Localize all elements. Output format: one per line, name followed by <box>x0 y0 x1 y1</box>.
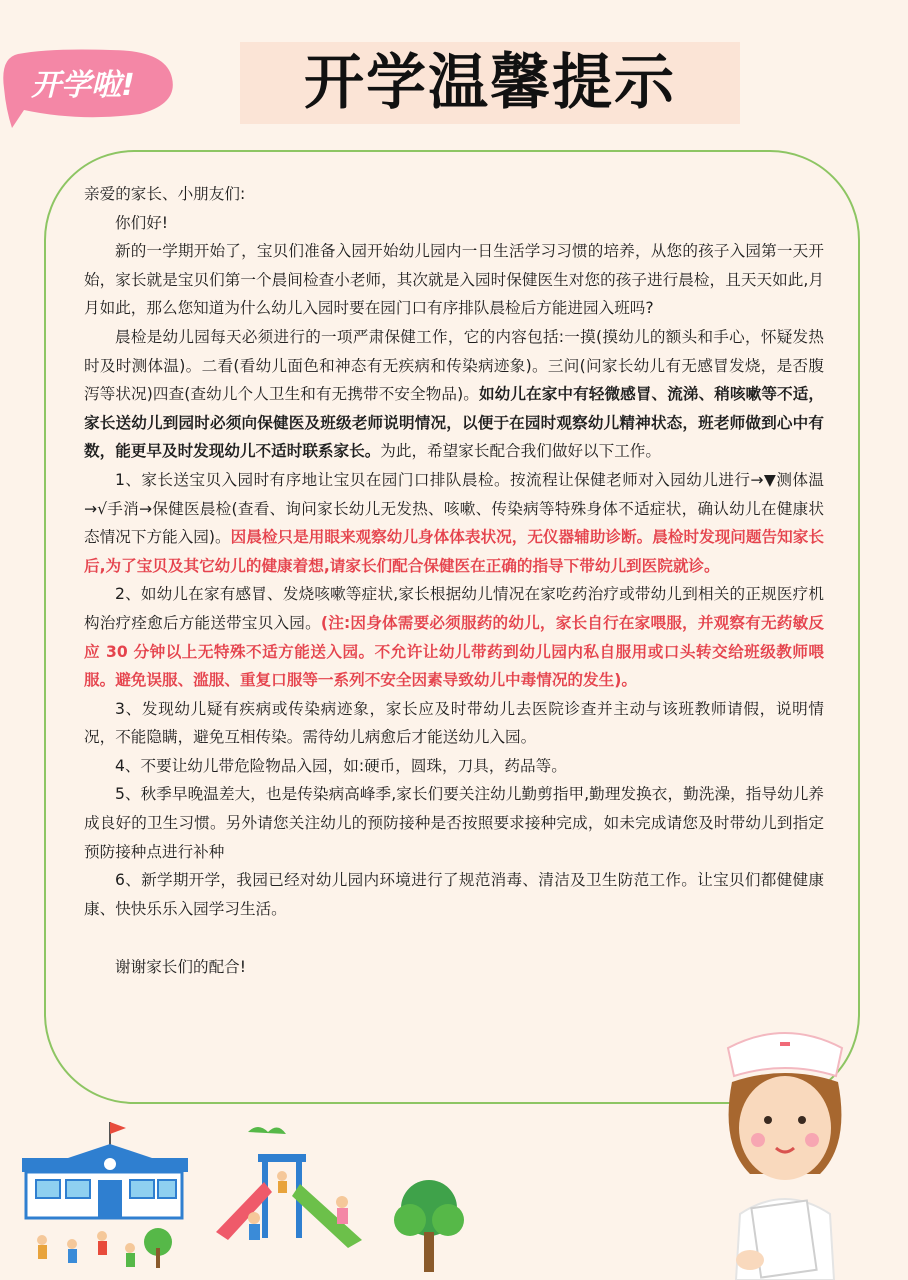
spacer <box>84 923 824 953</box>
salutation: 亲爱的家长、小朋友们: <box>84 185 246 203</box>
closing-line: 谢谢家长们的配合! <box>115 958 247 977</box>
letter-body <box>84 180 824 982</box>
morning-check-paragraph <box>84 323 824 466</box>
item-2-text: 2、如幼儿在家有感冒、发烧咳嗽等症状,家长根据幼儿情况在家吃药治疗或带幼儿到相关的正规医疗机构治疗痊愈后方能送带宝贝入园。 <box>84 585 824 632</box>
playground-slide-illustration <box>212 1120 382 1270</box>
page-title: 开学温馨提示 <box>304 48 676 118</box>
item-3: 3、发现幼儿疑有疾病或传染病迹象，家长应及时带幼儿去医院诊查并主动与该班教师请假，说明情况，不能隐瞒，避免互相传染。需待幼儿病愈后才能送幼儿入园。 <box>84 699 824 747</box>
badge-label: 开学啦! <box>31 68 135 103</box>
morning-check-bold-text: 如幼儿在家中有轻微感冒、流涕、稍咳嗽等不适，家长送幼儿到园时必须向保健医及班级老师说明情况，以便于在园时观察幼儿精神状态，班老师做到心中有数，能更早及时发现幼儿不适时联系家长。 <box>84 385 824 461</box>
morning-check-tail-text: 为此，希望家长配合我们做好以下工作。 <box>380 442 661 461</box>
school-building-illustration <box>18 1118 188 1278</box>
morning-check-text: 晨检是幼儿园每天必须进行的一项严肃保健工作，它的内容包括:一摸(摸幼儿的额头和手心，怀疑发热时及时测体温)。二看(看幼儿面色和神态有无疾病和传染病迹象)。三问(问家长幼儿有无感冒发烧，是否腹泻等状况)四查(查幼儿个人卫生和有无携带不安全物品)。 <box>84 327 824 404</box>
item-2-red-text: (注:因身体需要必须服药的幼儿，家长自行在家喂服，并观察有无药敏反应 30 分钟以上无特殊不适方能送入园。不允许让幼儿带药到幼儿园内私自服用或口头转交给班级教师喂服。避免误服、滥服、重复口服等一系列不安全因素导致幼儿中毒情况的发生)。 <box>84 613 824 690</box>
nurse-illustration <box>710 1024 860 1280</box>
intro-paragraph: 新的一学期开始了，宝贝们准备入园开始幼儿园内一日生活学习习惯的培养，从您的孩子入园第一天开始，家长就是宝贝们第一个晨间检查小老师，其次就是入园时保健医生对您的孩子进行晨检，且天天如此,月月如此，那么您知道为什么幼儿入园时要在园门口有序排队晨检后方能进园入班吗? <box>84 242 824 318</box>
item-2 <box>84 580 824 694</box>
item-1-red-text: 因晨检只是用眼来观察幼儿身体体表状况，无仪器辅助诊断。晨检时发现问题告知家长后,为了宝贝及其它幼儿的健康着想,请家长们配合保健医在正确的指导下带幼儿到医院就诊。 <box>84 528 824 575</box>
item-4: 4、不要让幼儿带危险物品入园，如:硬币，圆珠，刀具，药品等。 <box>115 756 567 775</box>
item-1-text: 1、家长送宝贝入园时有序地让宝贝在园门口排队晨检。按流程让保健老师对入园幼儿进行→▼测体温→√手消→保健医晨检(查看、询问家长幼儿无发热、咳嗽、传染病等特殊身体不适症状，确认幼儿在健康状态情况下方能入园)。 <box>84 470 824 547</box>
tree-illustration <box>390 1176 468 1276</box>
item-5: 5、秋季早晚温差大，也是传染病高峰季,家长们要关注幼儿勤剪指甲,勤理发换衣，勤洗澡，指导幼儿养成良好的卫生习惯。另外请您关注幼儿的预防接种是否按照要求接种完成，如未完成请您及时带幼儿到指定预防接种点进行补种 <box>84 785 824 861</box>
item-1 <box>84 466 824 580</box>
greeting: 你们好! <box>115 213 169 232</box>
item-6: 6、新学期开学，我园已经对幼儿园内环境进行了规范消毒、清洁及卫生防范工作。让宝贝们都健健康康、快快乐乐入园学习生活。 <box>84 871 824 918</box>
